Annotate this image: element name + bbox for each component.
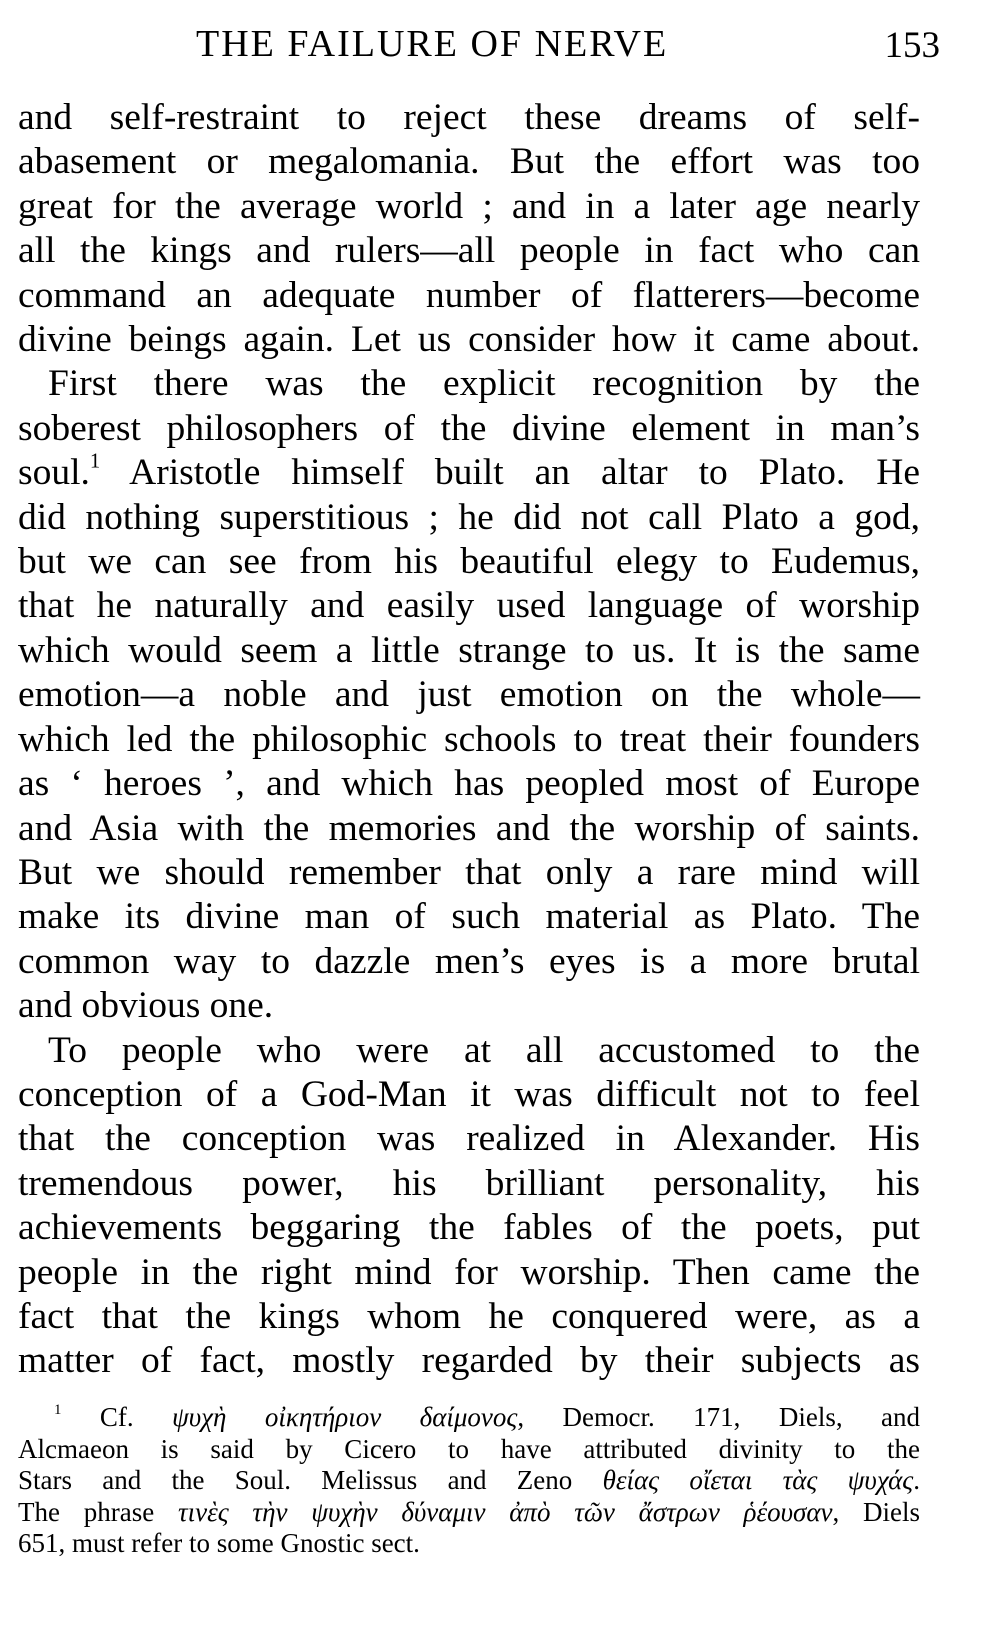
text-line: tremendous power, his brilliant personality, his xyxy=(18,1162,920,1204)
text-line: all the kings and rulers—all people in fact who can xyxy=(18,230,920,272)
page-number: 153 xyxy=(884,25,940,66)
text-line: emotion—a noble and just emotion on the whole— xyxy=(18,674,920,716)
text-line: that the conception was realized in Alexander. His xyxy=(18,1118,920,1160)
running-title: THE FAILURE OF NERVE xyxy=(196,23,669,65)
footnote-line xyxy=(18,1497,920,1529)
text-line: people in the right mind for worship. Then came the xyxy=(18,1251,920,1293)
text-line: great for the average world ; and in a later age nearly xyxy=(18,185,920,227)
text-fragment: , Diels xyxy=(832,1496,921,1527)
text-fragment: Cf. xyxy=(61,1402,173,1432)
greek-phrase: ψυχὴ οἰκητήριον δαίμονος xyxy=(172,1402,518,1432)
body-text xyxy=(18,96,920,1384)
text-line: abasement or megalomania. But the effort was too xyxy=(18,141,920,183)
text-line: command an adequate number of flatterers—become xyxy=(18,274,920,316)
footnote-line xyxy=(18,1402,920,1434)
text-fragment: , Democr. 171, Diels, and xyxy=(517,1402,921,1432)
text-line: did nothing superstitious ; he did not call Plato a god, xyxy=(18,496,920,538)
text-line xyxy=(18,451,920,495)
text-line: achievements beggaring the fables of the poets, put xyxy=(18,1207,920,1249)
running-head xyxy=(18,18,940,70)
footnote-reference: 1 xyxy=(89,450,101,473)
text-line: common way to dazzle men’s eyes is a more brutal xyxy=(18,940,920,982)
text-line: make its divine man of such material as Plato. The xyxy=(18,896,920,938)
footnote-line: Alcmaeon is said by Cicero to have attributed divinity to the xyxy=(18,1433,920,1464)
text-line: But we should remember that only a rare mind will xyxy=(18,851,920,893)
footnote-line xyxy=(18,1465,920,1497)
text-line: and obvious one. xyxy=(18,985,274,1027)
text-line: matter of fact, mostly regarded by their subjects as xyxy=(18,1340,920,1382)
text-line: First there was the explicit recognition by the xyxy=(48,363,920,405)
greek-phrase: θείας οἴεται τὰς ψυχάς xyxy=(602,1465,914,1495)
text-line: which led the philosophic schools to treat their founders xyxy=(18,718,920,760)
text-line: divine beings again. Let us consider how it came about. xyxy=(18,319,920,361)
text-line: which would seem a little strange to us. It is the same xyxy=(18,629,920,671)
paragraph-3 xyxy=(18,1029,920,1384)
text-line: soberest philosophers of the divine element in man’s xyxy=(18,407,920,449)
text-fragment: . xyxy=(913,1465,921,1495)
greek-phrase: τινὲς τὴν ψυχὴν δύναμιν ἀπὸ τῶν ἄστρων ῥέουσαν xyxy=(177,1496,833,1527)
text-fragment: Aristotle himself built an altar to Plato. He xyxy=(100,452,920,494)
paragraph-1 xyxy=(18,96,920,362)
footnote-line: 651, must refer to some Gnostic sect. xyxy=(18,1528,420,1558)
text-line: but we can see from his beautiful elegy to Eudemus, xyxy=(18,541,920,583)
text-fragment: The phrase xyxy=(18,1496,178,1527)
text-fragment: soul. xyxy=(18,452,90,494)
text-line: fact that the kings whom he conquered were, as a xyxy=(18,1295,920,1337)
text-line: conception of a God-Man it was difficult not to feel xyxy=(18,1073,920,1115)
text-line: as ‘ heroes ’, and which has peopled most of Europe xyxy=(18,763,920,805)
footnote xyxy=(18,1402,920,1560)
text-line: and self-restraint to reject these dreams of self- xyxy=(18,97,920,138)
footnote-marker: 1 xyxy=(54,1402,62,1419)
text-fragment: Stars and the Soul. Melissus and Zeno xyxy=(18,1465,603,1495)
text-line: that he naturally and easily used language of worship xyxy=(18,585,920,627)
paragraph-2 xyxy=(18,362,920,1028)
text-line: To people who were at all accustomed to the xyxy=(48,1029,920,1071)
text-line: and Asia with the memories and the worship of saints. xyxy=(18,807,920,849)
